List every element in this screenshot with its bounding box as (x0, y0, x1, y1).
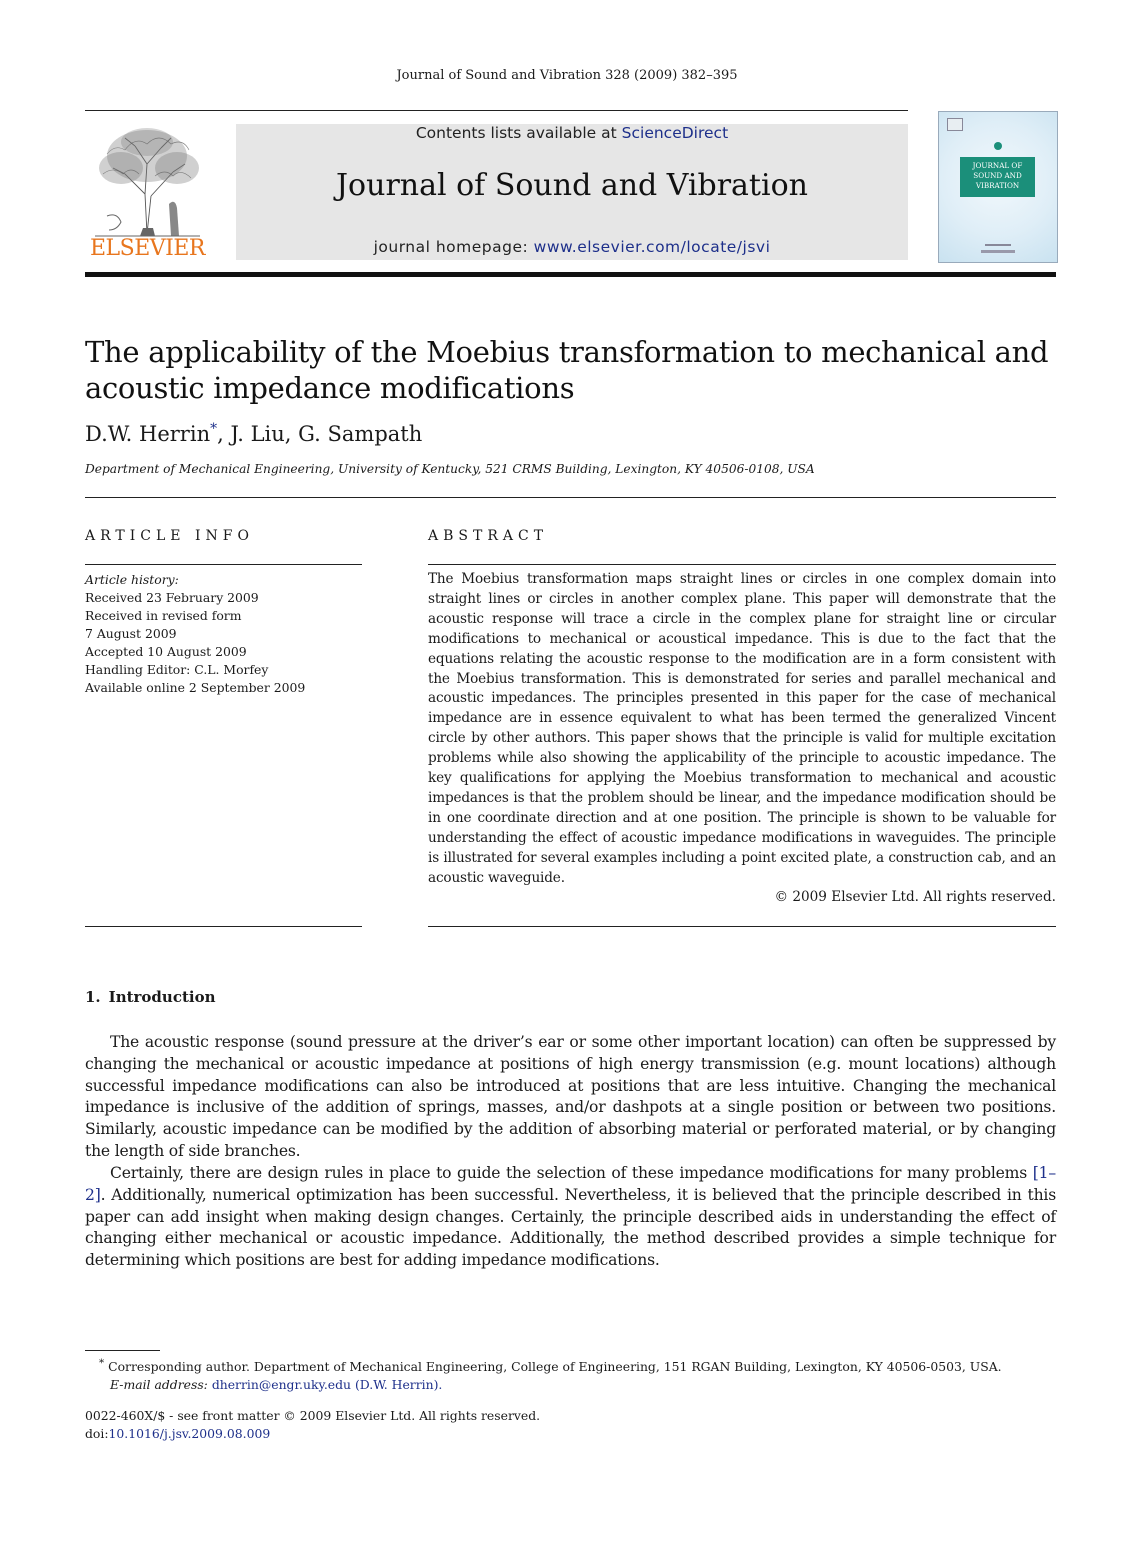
footnote-rule (85, 1350, 160, 1351)
journal-masthead (236, 124, 908, 260)
cover-publisher-icon (947, 118, 963, 131)
abstract-rule (428, 564, 1056, 565)
cover-title-line: JOURNAL OF (972, 161, 1023, 170)
doi-link[interactable]: 10.1016/j.jsv.2009.08.009 (108, 1426, 271, 1441)
section-number: 1. (85, 988, 101, 1006)
section-heading-introduction (85, 988, 216, 1006)
journal-title: Journal of Sound and Vibration (336, 168, 808, 203)
cover-emblem-icon (994, 142, 1002, 150)
history-label: Article history: (85, 572, 179, 587)
journal-cover-thumbnail (938, 111, 1058, 263)
email-label: E-mail address: (110, 1377, 212, 1393)
article-history (85, 571, 362, 697)
history-item: 7 August 2009 (85, 626, 177, 641)
abstract-bottom-rule (428, 926, 1056, 927)
co-authors: , J. Liu, G. Sampath (217, 422, 423, 446)
paragraph-text: Certainly, there are design rules in place to guide the selection of these impedance modifications for many problems (110, 1164, 1033, 1182)
cover-title-line: SOUND AND (973, 171, 1022, 180)
corresponding-author-mark[interactable]: * (210, 421, 218, 437)
sciencedirect-link[interactable]: ScienceDirect (621, 124, 729, 142)
history-item: Handling Editor: C.L. Morfey (85, 662, 269, 677)
abstract-text: The Moebius transformation maps straight lines or circles in one complex domain into straight lines or circles in another complex plane. This paper will demonstrate that the acoustic response will trace a circle in the complex plane for straight line or circular modifications to mechanical or acoustical impedance. This is due to the fact that the equations relating the acoustic response to the modification are in a form consistent with the Moebius transformation. This is demonstrated for series and parallel mechanical and acoustic impedances. The principles presented in this paper for the case of mechanical impedance are in essence equivalent to what has been termed the generalized Vincent circle by other authors. This paper shows that the principle is valid for multiple excitation problems while also showing the applicability of the principle to acoustic impedance. The key qualifications for applying the Moebius transformation to mechanical and acoustic impedances is that the problem should be linear, and the impedance modification should be in one coordinate direction and at one position. The principle is shown to be valuable for understanding the effect of acoustic impedance modifications in waveguides. The principle is illustrated for several examples including a point excited plate, a construction cab, and an acoustic waveguide. (428, 571, 1056, 886)
abstract-copyright: © 2009 Elsevier Ltd. All rights reserved. (774, 889, 1056, 905)
homepage-link[interactable]: www.elsevier.com/locate/jsvi (533, 238, 771, 256)
article-info-bottom-rule (85, 926, 362, 927)
top-rule (85, 110, 908, 111)
article-title: The applicability of the Moebius transformation to mechanical and acoustic impedance modifications (85, 335, 1049, 405)
section-title: Introduction (108, 988, 216, 1006)
intro-paragraph-2 (85, 1163, 1056, 1272)
article-info-heading: ARTICLE INFO (85, 528, 254, 544)
footnote-mark: * (99, 1357, 105, 1369)
history-item: Accepted 10 August 2009 (85, 644, 247, 659)
author-list (85, 421, 422, 446)
history-item: Received 23 February 2009 (85, 590, 259, 605)
contents-line (236, 124, 908, 142)
homepage-prefix: journal homepage: (373, 238, 534, 256)
intro-paragraph-1: The acoustic response (sound pressure at the driver’s ear or some other important location) can often be suppressed by changing the mechanical or acoustic impedance at positions of high energy transmission (e.g. mount locations) although successful impedance modifications can also be introduced at positions that are less intuitive. Changing the mechanical impedance is inclusive of the addition of springs, masses, and/or dashpots at a single position or between two positions. Similarly, acoustic impedance can be modified by the addition of absorbing material or perforated material, or by changing the length of side branches. (85, 1033, 1056, 1160)
footnote-text: Corresponding author. Department of Mechanical Engineering, College of Engineering, 151 RGAN Building, Lexington, KY 40506-0503, USA. (104, 1359, 1002, 1375)
running-head: Journal of Sound and Vibration 328 (2009) 382–395 (396, 68, 738, 83)
header-thick-rule (85, 272, 1056, 277)
homepage-line (236, 238, 908, 256)
issn-line: 0022-460X/$ - see front matter © 2009 Elsevier Ltd. All rights reserved. (85, 1408, 541, 1423)
title-rule (85, 497, 1056, 498)
doi-prefix: doi: (85, 1426, 109, 1441)
contents-prefix: Contents lists available at (415, 124, 622, 142)
affiliation: Department of Mechanical Engineering, University of Kentucky, 521 CRMS Building, Lexington, KY 40506-0108, USA (85, 462, 815, 476)
article-info-rule (85, 564, 362, 565)
cover-title-box (960, 157, 1035, 197)
corresponding-author-footnote (85, 1354, 1056, 1394)
abstract-heading: ABSTRACT (428, 528, 549, 544)
cover-title-line: VIBRATION (975, 181, 1020, 190)
doi-line (85, 1425, 540, 1443)
history-item: Received in revised form (85, 608, 242, 623)
front-matter (85, 1407, 540, 1443)
cover-footer-mark (981, 250, 1015, 253)
cover-footer-mark (985, 244, 1011, 246)
elsevier-wordmark: ELSEVIER (89, 236, 205, 261)
paragraph-text: . Additionally, numerical optimization has been successful. Nevertheless, it is believed that the principle described in this paper can add insight when making design changes. Certainly, the principle described aids in understanding the effect of changing either mechanical or acoustic impedance. Additionally, the method described provides a simple technique for determining which positions are best for adding impedance modifications. (85, 1185, 1056, 1270)
email-link[interactable]: dherrin@engr.uky.edu (D.W. Herrin). (211, 1377, 443, 1393)
reference-link[interactable]: [1–2] (85, 1164, 1056, 1204)
first-author: D.W. Herrin (85, 422, 211, 446)
history-item: Available online 2 September 2009 (85, 680, 306, 695)
